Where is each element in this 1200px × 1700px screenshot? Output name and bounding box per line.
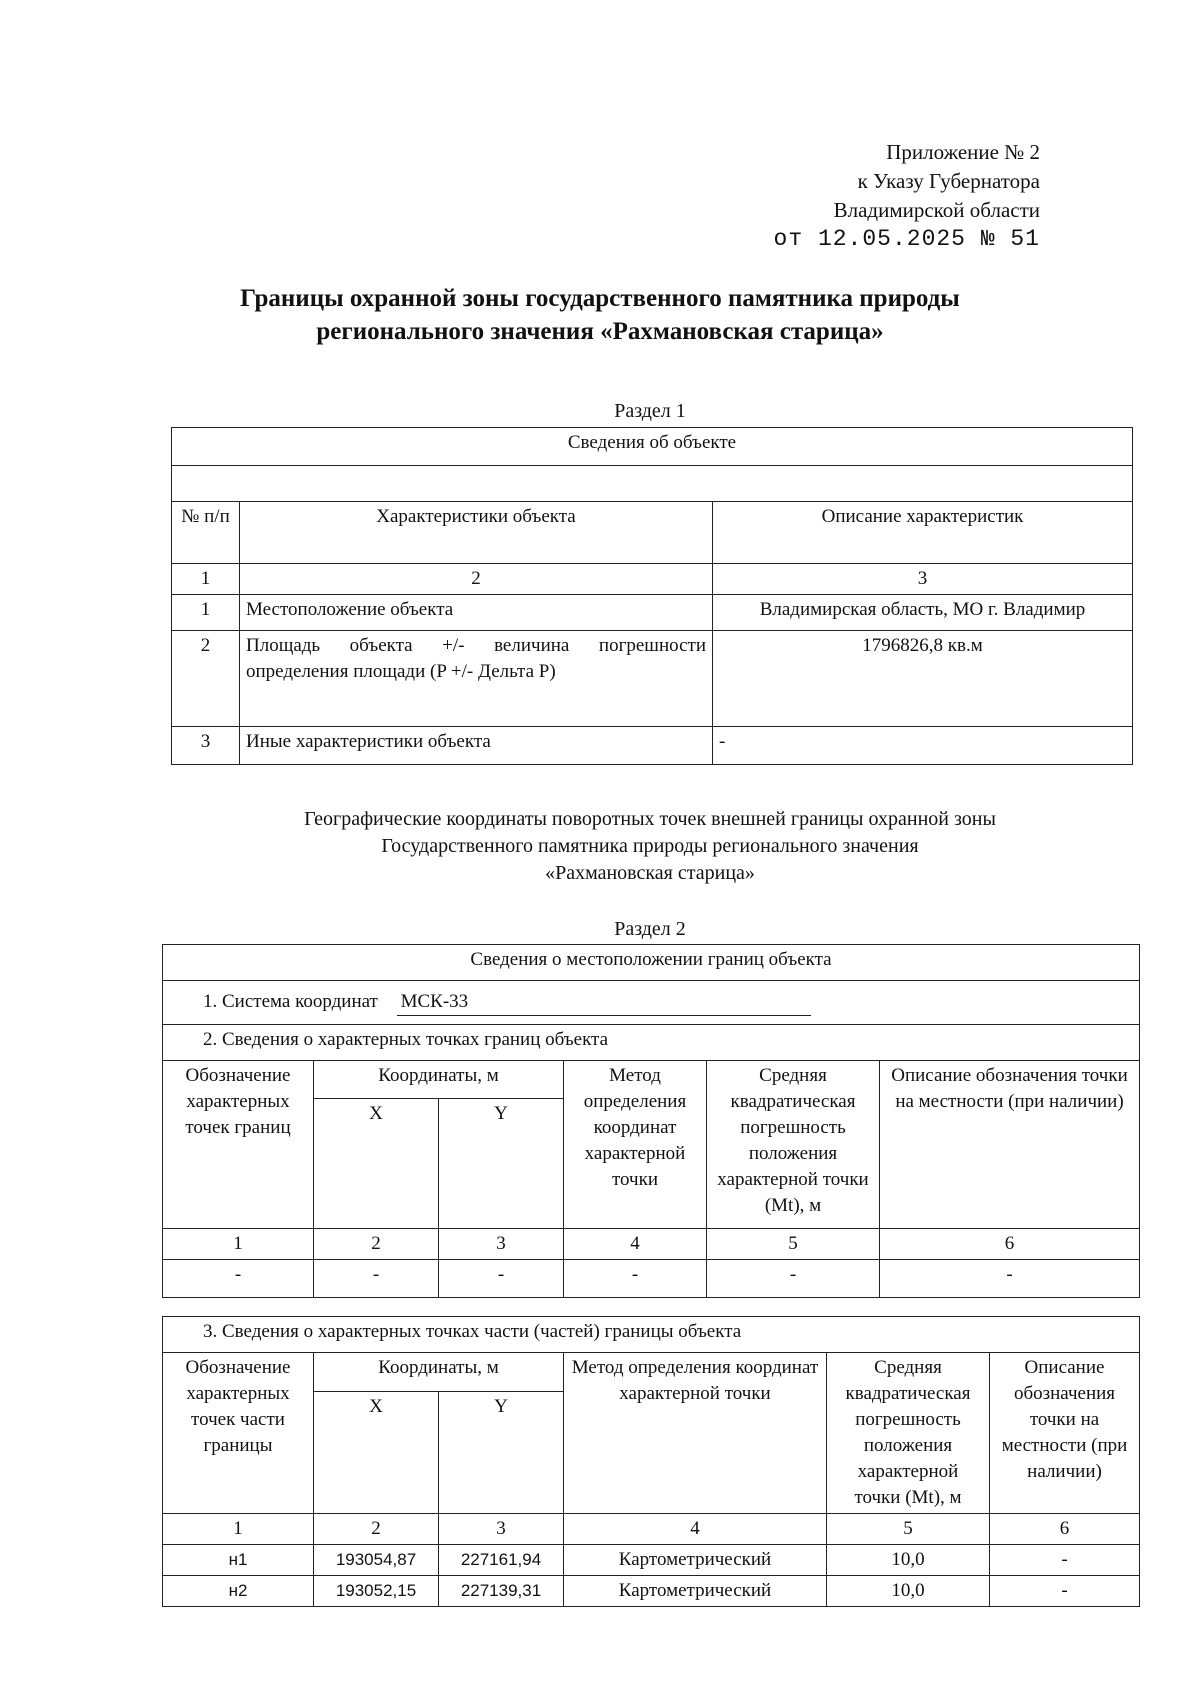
idx-cell: 4 bbox=[564, 1514, 827, 1545]
coord-system-value: МСК-33 bbox=[397, 989, 811, 1016]
coord-system-label: 1. Система координат bbox=[203, 991, 378, 1012]
point-error: 10,0 bbox=[827, 1576, 990, 1607]
coordinates-subtitle bbox=[150, 806, 1150, 887]
idx-cell: 1 bbox=[172, 564, 240, 595]
point-name: н2 bbox=[163, 1576, 314, 1607]
idx-cell: 4 bbox=[564, 1229, 707, 1260]
document-header bbox=[774, 138, 1040, 254]
idx-cell: 6 bbox=[990, 1514, 1140, 1545]
point-desc: - bbox=[990, 1576, 1140, 1607]
point-method: Картометрический bbox=[564, 1576, 827, 1607]
row-num: 2 bbox=[172, 631, 240, 727]
cell-value: - bbox=[314, 1260, 439, 1298]
row-num: 3 bbox=[172, 727, 240, 765]
row-desc: Владимирская область, МО г. Владимир bbox=[713, 595, 1133, 631]
cell-value: - bbox=[439, 1260, 564, 1298]
part3-col-method: Метод определения координат характерной точки bbox=[564, 1353, 827, 1514]
point-x: 193054,87 bbox=[314, 1545, 439, 1576]
table-row bbox=[172, 727, 1133, 765]
subtitle-line-2: Государственного памятника природы регионального значения bbox=[381, 835, 919, 857]
idx-cell: 3 bbox=[713, 564, 1133, 595]
idx-cell: 1 bbox=[163, 1229, 314, 1260]
idx-cell: 6 bbox=[880, 1229, 1140, 1260]
part3-col-designation: Обозначение характерных точек части границы bbox=[163, 1353, 314, 1514]
col-num-header: № п/п bbox=[172, 502, 240, 564]
decree-date-number: от 12.05.2025 № 51 bbox=[773, 226, 1040, 252]
boundary-table bbox=[162, 944, 1140, 1298]
table-row bbox=[163, 1545, 1140, 1576]
part2-col-method: Метод определения координат характерной точки bbox=[564, 1061, 707, 1229]
table-row bbox=[163, 1576, 1140, 1607]
cell-value: - bbox=[880, 1260, 1140, 1298]
table-row bbox=[163, 1260, 1140, 1298]
part-boundary-table bbox=[162, 1316, 1140, 1607]
table-row bbox=[172, 595, 1133, 631]
section1-caption: Раздел 1 bbox=[614, 400, 686, 422]
row-desc: 1796826,8 кв.м bbox=[713, 631, 1133, 727]
part3-title: 3. Сведения о характерных точках части (частей) границы объекта bbox=[163, 1317, 1140, 1353]
idx-cell: 3 bbox=[439, 1229, 564, 1260]
part2-col-x: X bbox=[314, 1099, 439, 1229]
idx-cell: 5 bbox=[707, 1229, 880, 1260]
point-y: 227139,31 bbox=[439, 1576, 564, 1607]
part2-col-description: Описание обозначения точки на местности (при наличии) bbox=[880, 1061, 1140, 1229]
empty-row bbox=[172, 466, 1133, 502]
part3-col-description: Описание обозначения точки на местности (при наличии) bbox=[990, 1353, 1140, 1514]
row-char: Местоположение объекта bbox=[240, 595, 713, 631]
idx-cell: 2 bbox=[314, 1514, 439, 1545]
idx-cell: 3 bbox=[439, 1514, 564, 1545]
appendix-label: Приложение № 2 bbox=[886, 140, 1040, 164]
point-x: 193052,15 bbox=[314, 1576, 439, 1607]
title-line-1: Границы охранной зоны государственного памятника природы bbox=[240, 285, 960, 312]
object-info-table bbox=[171, 427, 1133, 765]
decree-ref: к Указу Губернатора bbox=[857, 169, 1040, 193]
part3-col-error: Средняя квадратическая погрешность положения характерной точки (Mt), м bbox=[827, 1353, 990, 1514]
point-desc: - bbox=[990, 1545, 1140, 1576]
section2-heading: Сведения о местоположении границ объекта bbox=[163, 945, 1140, 981]
idx-cell: 2 bbox=[314, 1229, 439, 1260]
part2-col-designation: Обозначение характерных точек границ bbox=[163, 1061, 314, 1229]
cell-value: - bbox=[564, 1260, 707, 1298]
title-line-2: регионального значения «Рахмановская старица» bbox=[316, 318, 884, 345]
table-row bbox=[172, 631, 1133, 727]
part2-col-error: Средняя квадратическая погрешность положения характерной точки (Mt), м bbox=[707, 1061, 880, 1229]
section2-caption: Раздел 2 bbox=[614, 918, 686, 940]
section1-heading: Сведения об объекте bbox=[172, 428, 1133, 466]
coord-system-row bbox=[163, 981, 1140, 1025]
point-error: 10,0 bbox=[827, 1545, 990, 1576]
part2-title: 2. Сведения о характерных точках границ объекта bbox=[163, 1025, 1140, 1061]
idx-cell: 2 bbox=[240, 564, 713, 595]
subtitle-line-1: Географические координаты поворотных точек внешней границы охранной зоны bbox=[304, 808, 996, 830]
row-char: Иные характеристики объекта bbox=[240, 727, 713, 765]
point-method: Картометрический bbox=[564, 1545, 827, 1576]
point-y: 227161,94 bbox=[439, 1545, 564, 1576]
region-ref: Владимирской области bbox=[833, 198, 1040, 222]
col-desc-header: Описание характеристик bbox=[713, 502, 1133, 564]
cell-value: - bbox=[163, 1260, 314, 1298]
part2-col-y: Y bbox=[439, 1099, 564, 1229]
idx-cell: 5 bbox=[827, 1514, 990, 1545]
part3-col-coords: Координаты, м bbox=[314, 1353, 564, 1392]
row-num: 1 bbox=[172, 595, 240, 631]
row-char: Площадь объекта +/- величина погрешности определения площади (P +/- Дельта P) bbox=[240, 631, 713, 727]
col-char-header: Характеристики объекта bbox=[240, 502, 713, 564]
idx-cell: 1 bbox=[163, 1514, 314, 1545]
row-desc: - bbox=[713, 727, 1133, 765]
point-name: н1 bbox=[163, 1545, 314, 1576]
part3-col-y: Y bbox=[439, 1391, 564, 1513]
subtitle-line-3: «Рахмановская старица» bbox=[545, 862, 755, 884]
part2-col-coords: Координаты, м bbox=[314, 1061, 564, 1099]
page-title bbox=[150, 282, 1050, 348]
cell-value: - bbox=[707, 1260, 880, 1298]
part3-col-x: X bbox=[314, 1391, 439, 1513]
